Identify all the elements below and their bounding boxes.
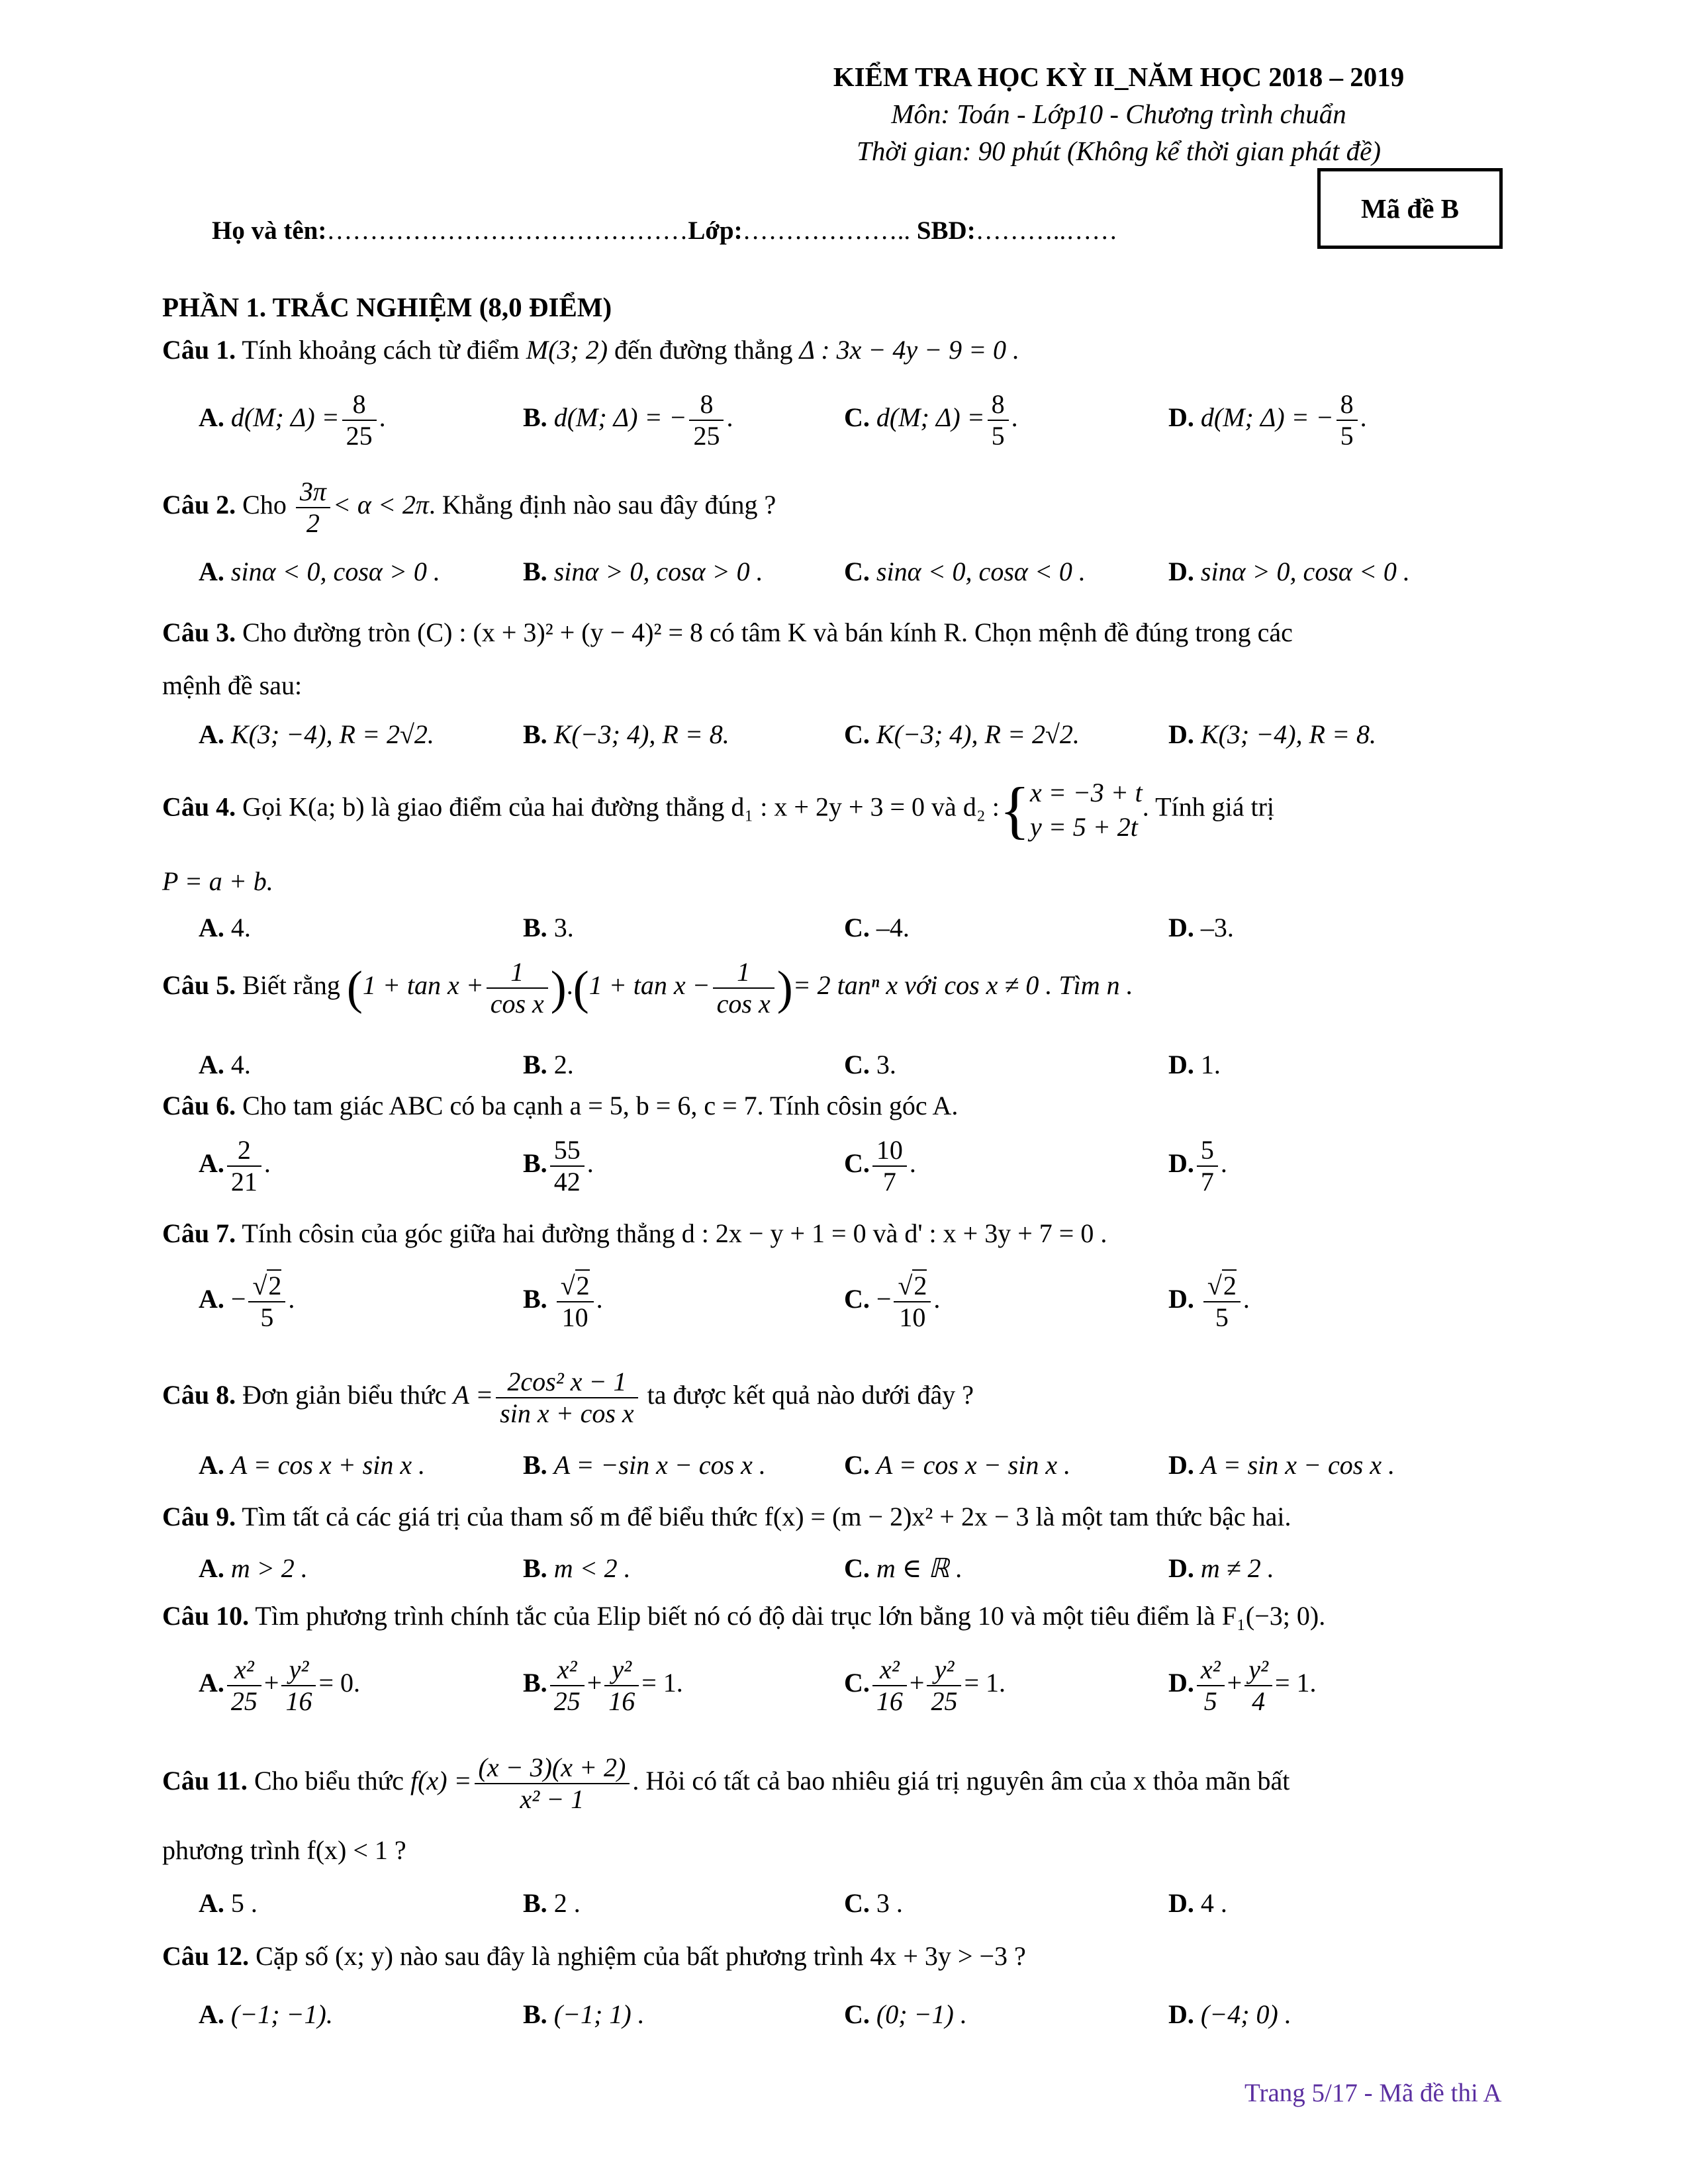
- question-number: Câu 8.: [162, 1380, 236, 1410]
- option-letter: A.: [199, 402, 224, 433]
- question-text: Tính khoảng cách từ điểm: [242, 335, 520, 365]
- q8-option-c[interactable]: C. A = cos x − sin x .: [844, 1450, 1071, 1480]
- q9-option-a[interactable]: A. m > 2 .: [199, 1553, 308, 1583]
- class-blank[interactable]: ………………..: [742, 216, 911, 245]
- q9-option-c[interactable]: C. m ∈ ℝ .: [844, 1553, 963, 1583]
- student-info-line: [212, 216, 1117, 246]
- page-footer: Trang 5/17 - Mã đề thi A: [1244, 2079, 1502, 2107]
- fraction: $\frac{1}{\text{cos x}}$: [713, 957, 774, 1019]
- question-text: Cho đường tròn (C) : (x + 3)² + (y − 4)² = 8 có tâm K và bán kính R. Chọn mệnh đề đúng trong các: [242, 617, 1293, 647]
- q6-option-d[interactable]: D. $\frac{5}{7}$ .: [1168, 1135, 1227, 1197]
- q5-option-c[interactable]: C. 3.: [844, 1050, 896, 1079]
- question-number: Câu 3.: [162, 617, 236, 647]
- question-text: Cho tam giác ABC có ba cạnh a = 5, b = 6, c = 7. Tính côsin góc A.: [242, 1091, 959, 1120]
- q10-option-d[interactable]: D. $\frac{\text{x²}}{5}$ + $\frac{\text{y²}}{4}$ = 1.: [1168, 1655, 1317, 1716]
- option-letter: B.: [523, 402, 547, 433]
- point-m: M(3; 2): [526, 335, 608, 365]
- question-8: Câu 8. Đơn giản biểu thức A = $\frac{\text{2cos² x − 1}}{\text{sin x + cos x}}$ ta được kết quả nào dưới đây ?: [162, 1367, 974, 1428]
- fraction: $\frac{8}{5}$: [1336, 389, 1358, 451]
- question-text-tail: . Khẳng định nào sau đây đúng ?: [428, 490, 776, 520]
- question-text-tail: . Tính giá trị: [1142, 792, 1275, 822]
- option-expr: d(M; Δ) =: [230, 402, 340, 433]
- question-10: [162, 1600, 1325, 1631]
- question-text-tail: . Hỏi có tất cả bao nhiêu giá trị nguyên âm của x thỏa mãn bất: [632, 1766, 1290, 1796]
- section-title: PHẦN 1. TRẮC NGHIỆM (8,0 ĐIỂM): [162, 292, 612, 322]
- q12-option-c[interactable]: C. (0; −1) .: [844, 1999, 967, 2029]
- question-9: [162, 1501, 1291, 1532]
- question-number: Câu 2.: [162, 490, 236, 520]
- question-text: Tìm phương trình chính tắc của Elip biết nó có độ dài trục lớn bằng 10 và một tiêu điểm là F₁(−3; 0).: [255, 1601, 1326, 1631]
- option-expr: d(M; Δ) = −: [553, 402, 687, 433]
- q2-option-d[interactable]: D. sinα > 0, cosα < 0 .: [1168, 557, 1410, 586]
- q8-option-d[interactable]: D. A = sin x − cos x .: [1168, 1450, 1395, 1480]
- q12-option-b[interactable]: B. (−1; 1) .: [523, 1999, 645, 2029]
- fraction: $\frac{8}{25}$: [342, 389, 377, 451]
- question-text: Cặp số (x; y) nào sau đây là nghiệm của bất phương trình 4x + 3y > −3 ?: [256, 1941, 1026, 1971]
- name-blank[interactable]: ……………………………………: [326, 216, 688, 245]
- q3-option-a[interactable]: A. K(3; −4), R = 2√2.: [199, 719, 434, 749]
- fraction: $\frac{3\pi}{2}$: [296, 477, 330, 539]
- q7-option-c[interactable]: C. − $\frac{√2}{10}$ .: [844, 1271, 941, 1332]
- fraction: $\frac{8}{5}$: [988, 389, 1009, 451]
- line-delta: Δ : 3x − 4y − 9 = 0 .: [799, 335, 1020, 365]
- option-letter: C.: [844, 402, 870, 433]
- q5-option-d[interactable]: D. 1.: [1168, 1050, 1221, 1079]
- question-text: Tính côsin của góc giữa hai đường thẳng d : 2x − y + 1 = 0 và d' : x + 3y + 7 = 0 .: [242, 1218, 1107, 1248]
- question-number: Câu 4.: [162, 792, 236, 822]
- q8-option-a[interactable]: A. A = cos x + sin x .: [199, 1450, 426, 1480]
- question-text-tail: ta được kết quả nào dưới đây ?: [647, 1380, 974, 1410]
- question-text-tail: = 2 tanⁿ x với cos x ≠ 0 . Tìm n .: [792, 970, 1133, 1001]
- question-12: [162, 1940, 1026, 1972]
- q12-option-d[interactable]: D. (−4; 0) .: [1168, 1999, 1291, 2029]
- q11-option-a[interactable]: A. 5 .: [199, 1888, 258, 1918]
- question-number: Câu 12.: [162, 1941, 250, 1971]
- q10-option-a[interactable]: A. $\frac{\text{x²}}{25}$ + $\frac{\text{y²}}{16}$ = 0.: [199, 1655, 361, 1716]
- question-number: Câu 6.: [162, 1091, 236, 1120]
- fraction: $\frac{(x - 3)(x + 2)}{\text{x² − 1}}$: [475, 1752, 630, 1815]
- question-text: mệnh đề sau:: [162, 670, 303, 700]
- question-2: [162, 477, 776, 539]
- inequality: < α < 2π: [332, 490, 429, 520]
- exam-time: Thời gian: 90 phút (Không kể thời gian phát đề): [857, 136, 1381, 166]
- q5-option-a[interactable]: A. 4.: [199, 1050, 251, 1079]
- q11-option-d[interactable]: D. 4 .: [1168, 1888, 1227, 1918]
- q6-option-c[interactable]: C. $\frac{10}{7}$ .: [844, 1135, 916, 1197]
- exam-code-box: [1317, 168, 1503, 249]
- question-number: Câu 5.: [162, 970, 236, 1001]
- question-4: [162, 773, 1274, 846]
- q7-option-b[interactable]: B. $\frac{√2}{10}$ .: [523, 1271, 603, 1332]
- q3-option-c[interactable]: C. K(−3; 4), R = 2√2.: [844, 719, 1080, 749]
- question-6: [162, 1090, 958, 1121]
- fraction: $\frac{1}{\text{cos x}}$: [487, 957, 548, 1019]
- question-text-mid: đến đường thẳng: [614, 335, 793, 365]
- q5-option-b[interactable]: B. 2.: [523, 1050, 574, 1079]
- question-text: Gọi K(a; b) là giao điểm của hai đường thẳng d₁ : x + 2y + 3 = 0 và d₂ :: [242, 792, 1000, 822]
- question-text: P = a + b.: [162, 866, 273, 896]
- q4-option-c[interactable]: C. –4.: [844, 913, 910, 942]
- fraction: $\frac{\text{2cos² x − 1}}{\text{sin x + cos x}}$: [496, 1367, 638, 1429]
- q9-option-b[interactable]: B. m < 2 .: [523, 1553, 631, 1583]
- q6-option-a[interactable]: A. $\frac{2}{21}$ .: [199, 1135, 271, 1197]
- q10-option-c[interactable]: C. $\frac{\text{x²}}{16}$ + $\frac{\text{y²}}{25}$ = 1.: [844, 1655, 1006, 1716]
- q12-option-a[interactable]: A. (−1; −1).: [199, 1999, 333, 2029]
- q3-option-d[interactable]: D. K(3; −4), R = 8.: [1168, 719, 1376, 749]
- question-11-line-2: [162, 1835, 406, 1866]
- exam-title: KIỂM TRA HỌC KỲ II_NĂM HỌC 2018 – 2019: [833, 62, 1405, 92]
- question-11: Câu 11. Cho biểu thức f(x) = $\frac{(x - 3)(x + 2)}{\text{x² − 1}}$ . Hỏi có tất cả bao nhiêu giá trị nguyên âm của x thỏa mãn bất: [162, 1752, 1290, 1814]
- question-5: Câu 5. Biết rằng (1 + tan x + $\frac{1}{\text{cos x}}$ ).(1 + tan x − $\frac{1}{\text{cos x}}$ )= 2 tanⁿ x với cos x ≠ 0 . Tìm n .: [162, 957, 1133, 1019]
- q2-option-c[interactable]: C. sinα < 0, cosα < 0 .: [844, 557, 1086, 586]
- q1-option-c[interactable]: C. d(M; Δ) = $\frac{8}{5}$ .: [844, 389, 1018, 451]
- sbd-blank[interactable]: ………..……: [975, 216, 1118, 245]
- name-label: Họ và tên:: [212, 216, 327, 245]
- question-number: Câu 10.: [162, 1601, 250, 1631]
- question-number: Câu 9.: [162, 1502, 236, 1531]
- exam-code: Mã đề B: [1360, 193, 1460, 224]
- question-number: Câu 7.: [162, 1218, 236, 1248]
- option-expr: d(M; Δ) =: [876, 402, 985, 433]
- question-7: [162, 1218, 1107, 1249]
- question-number: Câu 1.: [162, 335, 236, 365]
- class-label: Lớp:: [688, 216, 743, 245]
- system-brace: {: [999, 774, 1030, 845]
- q10-option-b[interactable]: B. $\frac{\text{x²}}{25}$ + $\frac{\text{y²}}{16}$ = 1.: [523, 1655, 683, 1716]
- q7-option-a[interactable]: A. − $\frac{√2}{5}$ .: [199, 1271, 295, 1332]
- question-3-line-2: [162, 670, 302, 701]
- fraction: $\frac{8}{25}$: [689, 389, 724, 451]
- q3-option-b[interactable]: B. K(−3; 4), R = 8.: [523, 719, 729, 749]
- q1-option-d[interactable]: D. d(M; Δ) = − $\frac{8}{5}$ .: [1168, 389, 1367, 451]
- question-text: Cho: [242, 490, 287, 520]
- question-number: Câu 11.: [162, 1766, 248, 1796]
- question-3: [162, 617, 1293, 648]
- q4-option-d[interactable]: D. –3.: [1168, 913, 1234, 942]
- q1-option-a[interactable]: A. d(M; Δ) = $\frac{8}{25}$ .: [199, 389, 386, 451]
- question-4-line-2: [162, 866, 273, 897]
- q8-option-b[interactable]: B. A = −sin x − cos x .: [523, 1450, 766, 1480]
- q1-option-b[interactable]: B. d(M; Δ) = − $\frac{8}{25}$ .: [523, 389, 733, 451]
- q4-option-b[interactable]: B. 3.: [523, 913, 574, 942]
- question-text: Tìm tất cả các giá trị của tham số m để biểu thức f(x) = (m − 2)x² + 2x − 3 là một tam thức bậc hai.: [242, 1502, 1291, 1531]
- q11-option-b[interactable]: B. 2 .: [523, 1888, 581, 1918]
- question-1: [162, 334, 1019, 365]
- q11-option-c[interactable]: C. 3 .: [844, 1888, 903, 1918]
- equation-system: x = −3 + t y = 5 + 2t: [1029, 777, 1143, 842]
- q2-option-a[interactable]: A. sinα < 0, cosα > 0 .: [199, 557, 440, 586]
- q6-option-b[interactable]: B. $\frac{55}{42}$ .: [523, 1135, 594, 1197]
- question-text: Đơn giản biểu thức: [242, 1380, 447, 1410]
- exam-subject: Môn: Toán - Lớp10 - Chương trình chuẩn: [891, 99, 1346, 129]
- option-letter: D.: [1168, 402, 1194, 433]
- q4-option-a[interactable]: A. 4.: [199, 913, 251, 942]
- q7-option-d[interactable]: D. $\frac{√2}{5}$ .: [1168, 1271, 1250, 1332]
- question-text: Biết rằng: [242, 970, 340, 1001]
- q9-option-d[interactable]: D. m ≠ 2 .: [1168, 1553, 1274, 1583]
- question-text: Cho biểu thức: [254, 1766, 404, 1796]
- question-text: phương trình f(x) < 1 ?: [162, 1835, 406, 1865]
- sbd-label: SBD:: [916, 216, 976, 245]
- option-expr: d(M; Δ) = −: [1200, 402, 1334, 433]
- q2-option-b[interactable]: B. sinα > 0, cosα > 0 .: [523, 557, 763, 586]
